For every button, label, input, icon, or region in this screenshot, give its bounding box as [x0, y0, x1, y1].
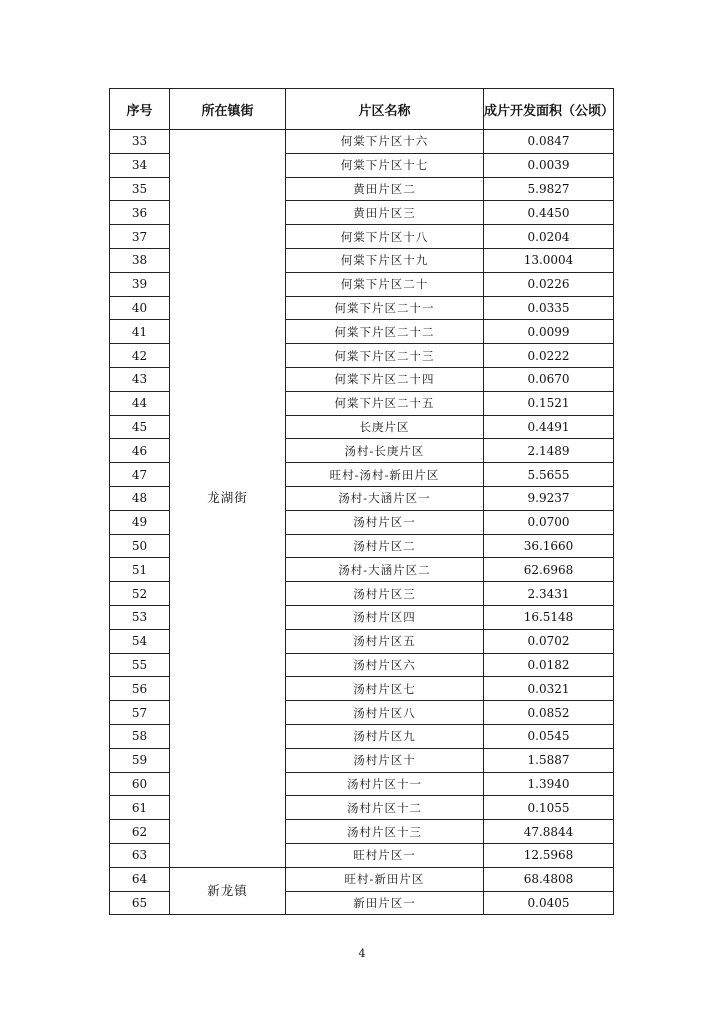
page-number: 4: [358, 947, 366, 960]
zone-name-cell: 汤村片区七: [286, 677, 484, 701]
area-cell: 68.4808: [484, 867, 614, 891]
zone-name-cell: 汤村片区六: [286, 653, 484, 677]
area-cell: 0.4491: [484, 415, 614, 439]
zone-name-cell: 汤村-大涵片区一: [286, 486, 484, 510]
area-cell: 0.0847: [484, 130, 614, 154]
area-cell: 0.0039: [484, 153, 614, 177]
zone-name-cell: 黄田片区二: [286, 177, 484, 201]
zone-name-cell: 何棠下片区十六: [286, 130, 484, 154]
area-cell: 0.0405: [484, 891, 614, 915]
serial-cell: 57: [110, 701, 170, 725]
serial-cell: 50: [110, 534, 170, 558]
zone-name-cell: 新田片区一: [286, 891, 484, 915]
zone-name-cell: 汤村片区一: [286, 510, 484, 534]
serial-cell: 61: [110, 796, 170, 820]
zone-name-cell: 汤村片区二: [286, 534, 484, 558]
area-cell: 0.0226: [484, 272, 614, 296]
zone-name-cell: 汤村片区三: [286, 582, 484, 606]
zone-name-cell: 汤村片区八: [286, 701, 484, 725]
serial-cell: 35: [110, 177, 170, 201]
serial-cell: 55: [110, 653, 170, 677]
table-row: [110, 130, 614, 154]
serial-cell: 44: [110, 391, 170, 415]
serial-cell: 42: [110, 344, 170, 368]
header-town: 所在镇街: [170, 89, 286, 130]
serial-cell: 52: [110, 582, 170, 606]
zone-name-cell: 旺村片区一: [286, 843, 484, 867]
zone-name-cell: 何棠下片区十九: [286, 248, 484, 272]
area-cell: 0.0700: [484, 510, 614, 534]
area-cell: 0.0204: [484, 225, 614, 249]
serial-cell: 46: [110, 439, 170, 463]
data-table-container: [109, 88, 613, 915]
area-cell: 2.3431: [484, 582, 614, 606]
serial-cell: 54: [110, 629, 170, 653]
serial-cell: 60: [110, 772, 170, 796]
zone-name-cell: 何棠下片区二十二: [286, 320, 484, 344]
serial-cell: 64: [110, 867, 170, 891]
serial-cell: 53: [110, 605, 170, 629]
zone-name-cell: 何棠下片区十八: [286, 225, 484, 249]
zone-name-cell: 黄田片区三: [286, 201, 484, 225]
area-cell: 9.9237: [484, 486, 614, 510]
zone-name-cell: 汤村片区十: [286, 748, 484, 772]
area-cell: 36.1660: [484, 534, 614, 558]
table-body: [110, 130, 614, 915]
table-header-row: [110, 89, 614, 130]
zone-name-cell: 长庚片区: [286, 415, 484, 439]
serial-cell: 36: [110, 201, 170, 225]
area-cell: 0.0321: [484, 677, 614, 701]
area-cell: 0.0545: [484, 724, 614, 748]
zone-name-cell: 何棠下片区二十四: [286, 367, 484, 391]
header-zone-name: 片区名称: [286, 89, 484, 130]
zone-name-cell: 何棠下片区二十五: [286, 391, 484, 415]
serial-cell: 49: [110, 510, 170, 534]
serial-cell: 41: [110, 320, 170, 344]
serial-cell: 47: [110, 463, 170, 487]
serial-cell: 38: [110, 248, 170, 272]
zone-name-cell: 汤村-长庚片区: [286, 439, 484, 463]
area-cell: 0.1055: [484, 796, 614, 820]
serial-cell: 37: [110, 225, 170, 249]
zone-name-cell: 何棠下片区十七: [286, 153, 484, 177]
zone-name-cell: 汤村片区九: [286, 724, 484, 748]
area-cell: 5.5655: [484, 463, 614, 487]
area-cell: 13.0004: [484, 248, 614, 272]
area-cell: 0.0670: [484, 367, 614, 391]
area-cell: 0.0702: [484, 629, 614, 653]
serial-cell: 62: [110, 820, 170, 844]
serial-cell: 43: [110, 367, 170, 391]
serial-cell: 34: [110, 153, 170, 177]
zone-name-cell: 何棠下片区二十三: [286, 344, 484, 368]
serial-cell: 63: [110, 843, 170, 867]
area-cell: 0.0182: [484, 653, 614, 677]
area-cell: 0.4450: [484, 201, 614, 225]
zone-name-cell: 汤村-大涵片区二: [286, 558, 484, 582]
zone-name-cell: 汤村片区十二: [286, 796, 484, 820]
zone-name-cell: 旺村-新田片区: [286, 867, 484, 891]
table-row: [110, 867, 614, 891]
area-table: [109, 88, 614, 915]
serial-cell: 33: [110, 130, 170, 154]
area-cell: 0.0335: [484, 296, 614, 320]
area-cell: 12.5968: [484, 843, 614, 867]
serial-cell: 45: [110, 415, 170, 439]
area-cell: 62.6968: [484, 558, 614, 582]
serial-cell: 39: [110, 272, 170, 296]
area-cell: 0.0852: [484, 701, 614, 725]
area-cell: 0.0222: [484, 344, 614, 368]
serial-cell: 65: [110, 891, 170, 915]
serial-cell: 58: [110, 724, 170, 748]
zone-name-cell: 何棠下片区二十一: [286, 296, 484, 320]
area-cell: 47.8844: [484, 820, 614, 844]
serial-cell: 48: [110, 486, 170, 510]
area-cell: 16.5148: [484, 605, 614, 629]
header-area: 成片开发面积（公顷）: [484, 89, 614, 130]
zone-name-cell: 旺村-汤村-新田片区: [286, 463, 484, 487]
header-serial: 序号: [110, 89, 170, 130]
area-cell: 5.9827: [484, 177, 614, 201]
serial-cell: 51: [110, 558, 170, 582]
serial-cell: 59: [110, 748, 170, 772]
zone-name-cell: 汤村片区五: [286, 629, 484, 653]
zone-name-cell: 汤村片区四: [286, 605, 484, 629]
area-cell: 0.0099: [484, 320, 614, 344]
area-cell: 1.3940: [484, 772, 614, 796]
town-cell: 龙湖街: [170, 130, 286, 868]
zone-name-cell: 何棠下片区二十: [286, 272, 484, 296]
zone-name-cell: 汤村片区十一: [286, 772, 484, 796]
zone-name-cell: 汤村片区十三: [286, 820, 484, 844]
area-cell: 2.1489: [484, 439, 614, 463]
town-cell: 新龙镇: [170, 867, 286, 915]
area-cell: 1.5887: [484, 748, 614, 772]
area-cell: 0.1521: [484, 391, 614, 415]
serial-cell: 40: [110, 296, 170, 320]
serial-cell: 56: [110, 677, 170, 701]
